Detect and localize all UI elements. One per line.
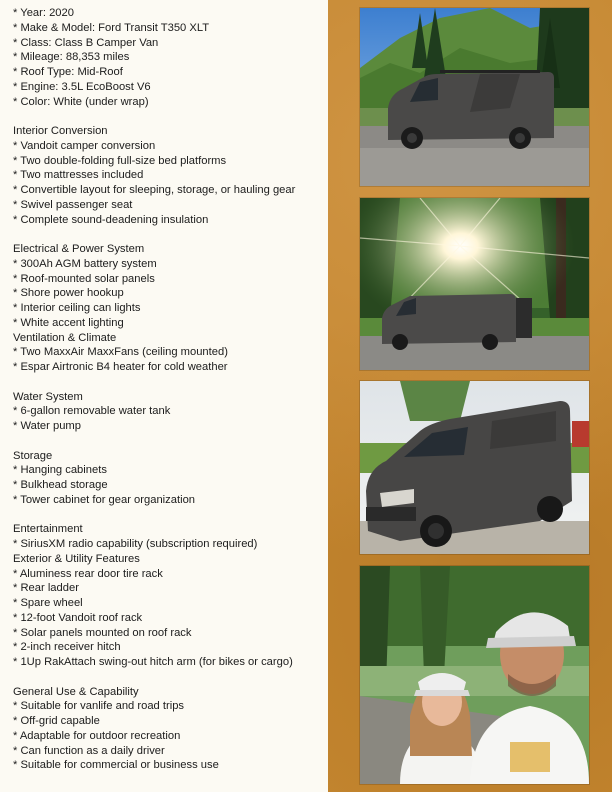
list-item: * Shore power hookup — [13, 287, 124, 300]
list-item: * Roof-mounted solar panels — [13, 272, 155, 285]
section-title: Storage — [13, 449, 53, 462]
section-title: Interior Conversion — [13, 125, 108, 137]
list-item: * Mileage: 88,353 miles — [13, 51, 130, 64]
list-item: * SiriusXM radio capability (subscription required) — [13, 538, 258, 550]
list-item: * Spare wheel — [13, 597, 83, 609]
section-1 — [13, 124, 333, 227]
list-item: * Class: Class B Camper Van — [13, 36, 159, 49]
list-item: * Convertible layout for sleeping, storage, or hauling gear — [13, 184, 296, 196]
list-item: * Espar Airtronic B4 heater for cold weather — [13, 361, 228, 373]
list-item: * Make & Model: Ford Transit T350 XLT — [13, 21, 210, 34]
section-8 — [13, 685, 333, 774]
list-item: * Rear ladder — [13, 582, 79, 595]
van-mountain-photo — [360, 8, 589, 186]
list-item: * 6-gallon removable water tank — [13, 405, 171, 418]
list-item: * Swivel passenger seat — [13, 198, 133, 211]
list-item: * Tower cabinet for gear organization — [13, 493, 196, 506]
list-item: * 1Up RakAttach swing-out hitch arm (for bikes or cargo) — [13, 656, 293, 668]
van-forest-sunburst-photo — [360, 198, 589, 370]
section-title: Ventilation & Climate — [13, 331, 117, 344]
list-item: * Two MaxxAir MaxxFans (ceiling mounted) — [13, 346, 228, 359]
list-item: * Water pump — [13, 420, 81, 432]
list-item: * Vandoit camper conversion — [13, 139, 156, 152]
list-item: * Color: White (under wrap) — [13, 95, 149, 108]
section-title: General Use & Capability — [13, 685, 139, 698]
section-3 — [13, 331, 333, 375]
section-7 — [13, 552, 333, 670]
section-title: Electrical & Power System — [13, 243, 145, 255]
list-item: * 2-inch receiver hitch — [13, 641, 121, 654]
list-item: * White accent lighting — [13, 316, 124, 329]
section-title: Water System — [13, 390, 83, 403]
list-item: * Engine: 3.5L EcoBoost V6 — [13, 80, 151, 93]
section-2 — [13, 242, 333, 331]
list-item: * Suitable for commercial or business use — [13, 759, 219, 772]
list-item: * Complete sound-deadening insulation — [13, 213, 209, 226]
photo-panel — [328, 0, 612, 792]
list-item: * Interior ceiling can lights — [13, 302, 141, 314]
list-item: * Year: 2020 — [13, 7, 74, 19]
list-item: * Adaptable for outdoor recreation — [13, 729, 181, 742]
list-item: * Can function as a daily driver — [13, 744, 165, 757]
list-item: * Two mattresses included — [13, 169, 144, 182]
list-item: * Roof Type: Mid-Roof — [13, 66, 123, 78]
section-0 — [13, 6, 333, 109]
list-item: * Suitable for vanlife and road trips — [13, 700, 185, 713]
section-title: Entertainment — [13, 523, 83, 536]
list-item: * Two double-folding full-size bed platforms — [13, 154, 227, 167]
spec-list — [13, 6, 333, 773]
van-front-closeup-photo — [360, 381, 589, 554]
list-item: * Solar panels mounted on roof rack — [13, 626, 192, 639]
list-item: * 300Ah AGM battery system — [13, 257, 157, 270]
list-item: * Bulkhead storage — [13, 479, 108, 491]
section-5 — [13, 449, 333, 508]
van-shape — [382, 294, 532, 350]
section-6 — [13, 522, 333, 552]
list-item: * Aluminess rear door tire rack — [13, 567, 163, 580]
couple-selfie-photo — [360, 566, 589, 784]
section-4 — [13, 390, 333, 434]
list-item: * Off-grid capable — [13, 715, 100, 727]
section-title: Exterior & Utility Features — [13, 552, 140, 565]
list-item: * Hanging cabinets — [13, 464, 107, 477]
list-item: * 12-foot Vandoit roof rack — [13, 611, 143, 624]
